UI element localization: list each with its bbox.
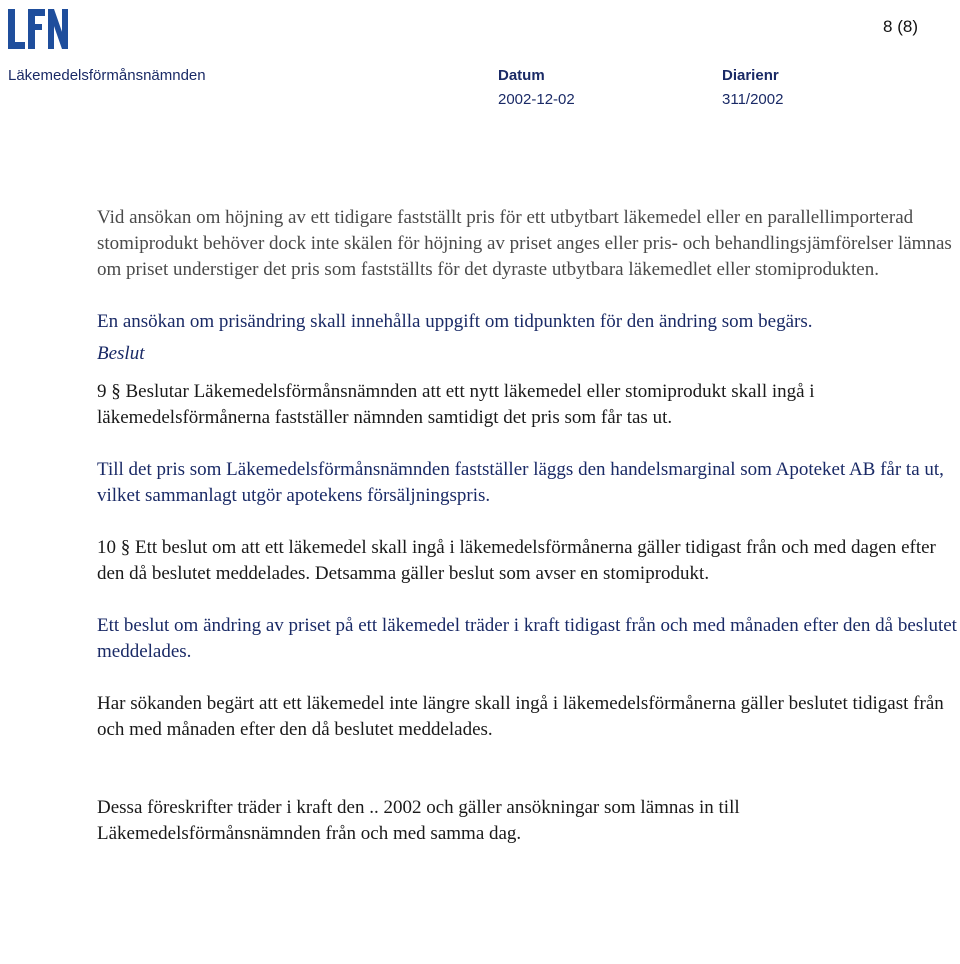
- header-dnr-label: Diarienr: [722, 67, 779, 84]
- section-9-text: Beslutar Läkemedelsförmånsnämnden att ett nytt läkemedel eller stomiprodukt skall ingå i läkemedelsförmånerna fastställer nämnden samtidigt det pris som får tas ut.: [97, 381, 815, 428]
- header-organization: Läkemedelsförmånsnämnden: [8, 67, 206, 84]
- paragraph-withdrawal: Har sökanden begärt att ett läkemedel inte längre skall ingå i läkemedelsförmånerna gäller beslutet tidigast från och med månaden efter den då beslutet meddelades.: [97, 693, 944, 740]
- paragraph-trade-margin: Till det pris som Läkemedelsförmånsnämnden fastställer läggs den handelsmarginal som Apoteket AB får ta ut, vilket sammanlagt utgör apotekens försäljningspris.: [97, 459, 944, 506]
- section-heading-beslut: Beslut: [97, 343, 145, 364]
- section-9-number: 9: [97, 381, 107, 402]
- page-number: 8 (8): [883, 17, 918, 36]
- lfn-logo: [6, 6, 70, 52]
- paragraph-price-change-application: En ansökan om prisändring skall innehålla uppgift om tidpunkten för den ändring som begärs.: [97, 311, 813, 332]
- section-9: [97, 379, 959, 431]
- header-date-label: Datum: [498, 67, 545, 84]
- paragraph-price-increase: Vid ansökan om höjning av ett tidigare fastställt pris för ett utbytbart läkemedel eller en parallellimporterad stomiprodukt behöver dock inte skälen för höjning av priset anges eller pris- och behandlingsjämförelser lämnas om priset understiger det pris som fastställts för det dyraste utbytbara läkemedlet eller stomiprodukten.: [97, 207, 952, 280]
- section-10-text: Ett beslut om att ett läkemedel skall ingå i läkemedelsförmånerna gäller tidigast från och med dagen efter den då beslutet meddelades. Detsamma gäller beslut som avser en stomiprodukt.: [97, 537, 936, 584]
- section-10-number: 10: [97, 537, 116, 558]
- document-body: [97, 205, 959, 873]
- section-10: [97, 535, 959, 587]
- header-date-value: 2002-12-02: [498, 91, 575, 108]
- paragraph-entry-into-force: Dessa föreskrifter träder i kraft den .. 2002 och gäller ansökningar som lämnas in till Läkemedelsförmånsnämnden från och med samma dag.: [97, 797, 740, 844]
- paragraph-price-change-effective: Ett beslut om ändring av priset på ett läkemedel träder i kraft tidigast från och med månaden efter den då beslutet meddelades.: [97, 615, 957, 662]
- section-9-symbol: §: [111, 381, 121, 402]
- header-dnr-value: 311/2002: [722, 91, 784, 108]
- section-10-symbol: §: [120, 537, 131, 558]
